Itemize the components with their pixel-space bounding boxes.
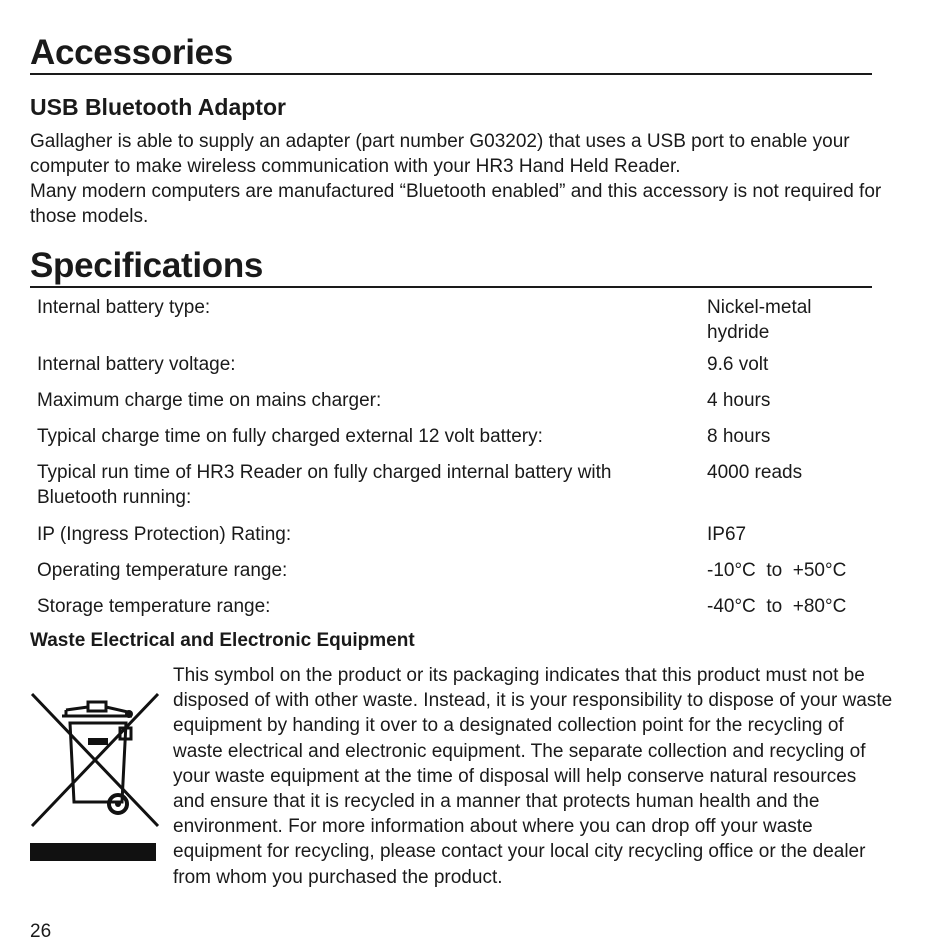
spec-label: Typical run time of HR3 Reader on fully charged internal battery with Bluetooth running:: [37, 462, 612, 508]
spec-label: Typical charge time on fully charged external 12 volt battery:: [37, 426, 543, 447]
spec-value: IP67: [707, 524, 747, 545]
usb-adaptor-description: [30, 129, 890, 229]
spec-label: IP (Ingress Protection) Rating:: [37, 524, 292, 545]
spec-row: [30, 352, 872, 388]
spec-value: 4000 reads: [707, 462, 803, 483]
spec-value: 9.6 volt: [707, 354, 769, 375]
spec-label: Internal battery voltage:: [37, 354, 236, 375]
spec-row: [30, 558, 872, 594]
spec-row: [30, 291, 872, 352]
weee-heading: Waste Electrical and Electronic Equipment: [30, 630, 415, 651]
usb-adaptor-paragraph-1: Gallagher is able to supply an adapter (part number G03202) that uses a USB port to enable your computer to make wireless communication with your HR3 Hand Held Reader.: [30, 131, 850, 177]
spec-row: [30, 594, 872, 619]
spec-label: Internal battery type:: [37, 297, 211, 318]
spec-label: Storage temperature range:: [37, 596, 271, 617]
spec-row: [30, 460, 872, 522]
spec-value: Nickel-metal hydride: [707, 297, 812, 343]
spec-value: -10°C to +50°C: [707, 560, 847, 581]
accessories-heading: Accessories: [30, 33, 872, 75]
spec-value: 8 hours: [707, 426, 771, 447]
spec-row: [30, 388, 872, 424]
page-number: 26: [30, 921, 52, 942]
spec-label: Maximum charge time on mains charger:: [37, 390, 382, 411]
spec-value: -40°C to +80°C: [707, 596, 847, 617]
usb-adaptor-paragraph-2: Many modern computers are manufactured “Bluetooth enabled” and this accessory is not required for those models.: [30, 181, 882, 227]
weee-description: This symbol on the product or its packaging indicates that this product must not be disposed of with other waste. Instead, it is your responsibility to dispose of your waste equipment by handing it over to a designated collection point for the recycling of waste electrical and electronic equipment. The separate collection and recycling of your waste equipment at the time of disposal will help conserve natural resources and ensure that it is recycled in a manner that protects human health and the environment. For more information about where you can drop off your waste equipment for recycling, please contact your local city recycling office or the dealer from whom you purchased the product.: [173, 665, 893, 888]
spec-label: Operating temperature range:: [37, 560, 288, 581]
spec-row: [30, 424, 872, 460]
crossed-out-wheelie-bin-icon: [30, 690, 160, 865]
spec-value: 4 hours: [707, 390, 771, 411]
spec-row: [30, 522, 872, 558]
specifications-heading: Specifications: [30, 246, 872, 288]
specifications-table: [30, 291, 872, 619]
usb-adaptor-heading: USB Bluetooth Adaptor: [30, 94, 286, 120]
